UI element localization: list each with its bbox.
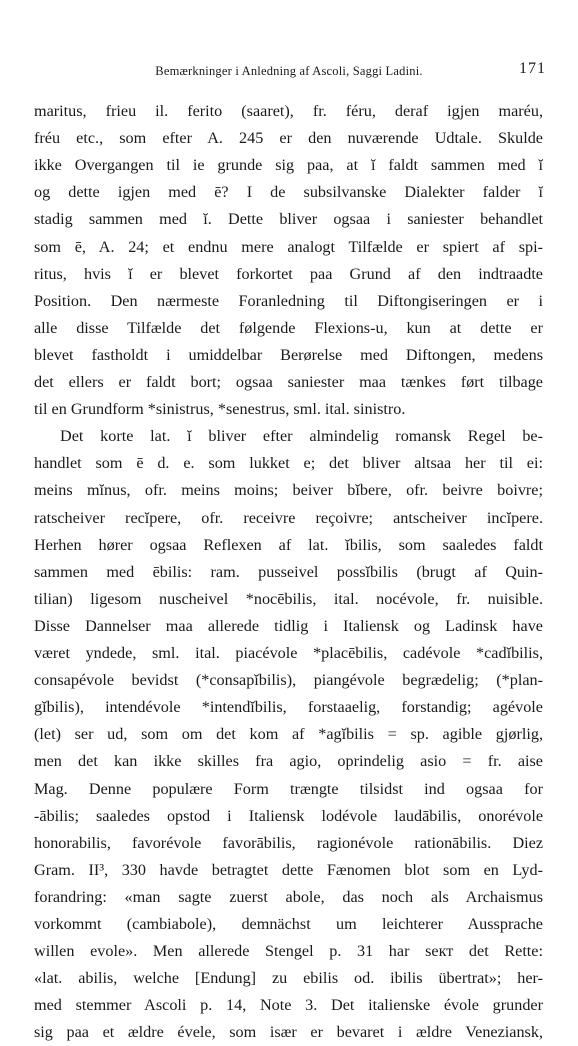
text-line: Herhen hører ogsaa Reflexen af lat. ĭbilis, som saaledes faldt <box>34 535 543 554</box>
text-line: med stemmer Ascoli p. 14, Note 3. Det italienske évole grunder <box>34 996 543 1015</box>
text-line: ikke Overgangen til ie grunde sig paa, at ĭ faldt sammen med ĭ <box>34 156 543 175</box>
text-line: Gram. II³, 330 havde betragtet dette Fænomen blot som en Lyd- <box>34 860 543 879</box>
text-line: stadig sammen med ĭ. Dette bliver ogsaa i saniester behandlet <box>34 210 543 229</box>
text-line: sammen med ēbilis: ram. pusseivel possĭbilis (brugt af Quin- <box>34 562 543 581</box>
page-number: 171 <box>519 60 546 77</box>
text-line: vorkommt (cambiabole), demnächst um leichterer Aussprache <box>34 915 543 933</box>
text-line: sig paa et ældre évele, som især er bevaret i ældre Veneziansk, <box>34 1023 543 1042</box>
text-line: tilian) ligesom nuscheivel *nocēbilis, ital. nocévole, fr. nuisible. <box>34 589 543 608</box>
text-line: maritus, frieu il. ferito (saaret), fr. féru, deraf igjen maréu, <box>34 102 543 120</box>
text-line: Disse Dannelser maa allerede tidlig i Italiensk og Ladinsk have <box>34 616 543 635</box>
text-line: som ē, A. 24; et endnu mere analogt Tilfælde er spiert af spi- <box>34 237 543 256</box>
text-line: meins mĭnus, ofr. meins moins; beiver bĭbere, ofr. beivre boivre; <box>34 481 543 500</box>
text-line: honorabilis, favorévole favorābilis, ragionévole rationābilis. Diez <box>34 833 543 852</box>
text-line: Det korte lat. ĭ bliver efter almindelig romansk Regel be- <box>60 427 543 446</box>
text-line: Position. Den nærmeste Foranledning til Diftongiseringen er i <box>34 291 543 310</box>
text-line: handlet som ē d. e. som lukket e; det bliver altsaa her til ei: <box>34 454 543 473</box>
text-line: (let) ser ud, som om det kom af *agĭbilis = sp. agible gjørlig, <box>34 725 543 744</box>
text-line: været yndede, sml. ital. piacévole *placēbilis, cadévole *cadĭbilis, <box>34 644 543 662</box>
text-line: fréu etc., som efter A. 245 er den nuværende Udtale. Skulde <box>34 129 543 148</box>
text-line: til en Grundform *sinistrus, *senestrus, sml. ital. sinistro. <box>34 400 406 419</box>
text-line: willen evole». Men allerede Stengel p. 31 har sект det Rette: <box>34 942 543 961</box>
running-head: Bemærkninger i Anledning af Ascoli, Saggi Ladini. <box>155 64 423 78</box>
text-line: «lat. abilis, welche [Endung] zu ebilis od. ibilis übertrat»; her- <box>34 969 543 988</box>
text-line: ratscheiver recĭpere, ofr. receivre reçoivre; antscheiver incĭpere. <box>34 508 543 527</box>
text-line: Mag. Denne populære Form trængte tilsidst ind ogsaa for <box>34 779 543 798</box>
text-line: men det kan ikke skilles fra agio, oprindelig asio = fr. aise <box>34 752 543 771</box>
text-line: gĭbilis), intendévole *intendĭbilis, forstaaelig, forstandig; agévole <box>34 698 543 717</box>
text-line: consapévole bevidst (*consapĭbilis), piangévole begrædelig; (*plan- <box>34 671 543 690</box>
text-line: ritus, hvis ĭ er blevet forkortet paa Grund af den indtraadte <box>34 264 543 283</box>
text-line: og dette igjen med ē? I de subsilvanske Dialekter falder ĭ <box>34 183 543 202</box>
text-line: alle disse Tilfælde det følgende Flexions-u, kun at dette er <box>34 318 543 337</box>
text-line: forandring: «man sagte zuerst abole, das noch als Archaismus <box>34 887 543 906</box>
text-line: -ābilis; saaledes opstod i Italiensk lodévole laudābilis, onorévole <box>34 806 543 825</box>
page-header <box>0 60 578 84</box>
text-line: blevet fastholdt i umiddelbar Berørelse med Diftongen, medens <box>34 345 543 364</box>
text-line: det ellers er faldt bort; ogsaa saniester maa tænkes ført tilbage <box>34 373 543 391</box>
